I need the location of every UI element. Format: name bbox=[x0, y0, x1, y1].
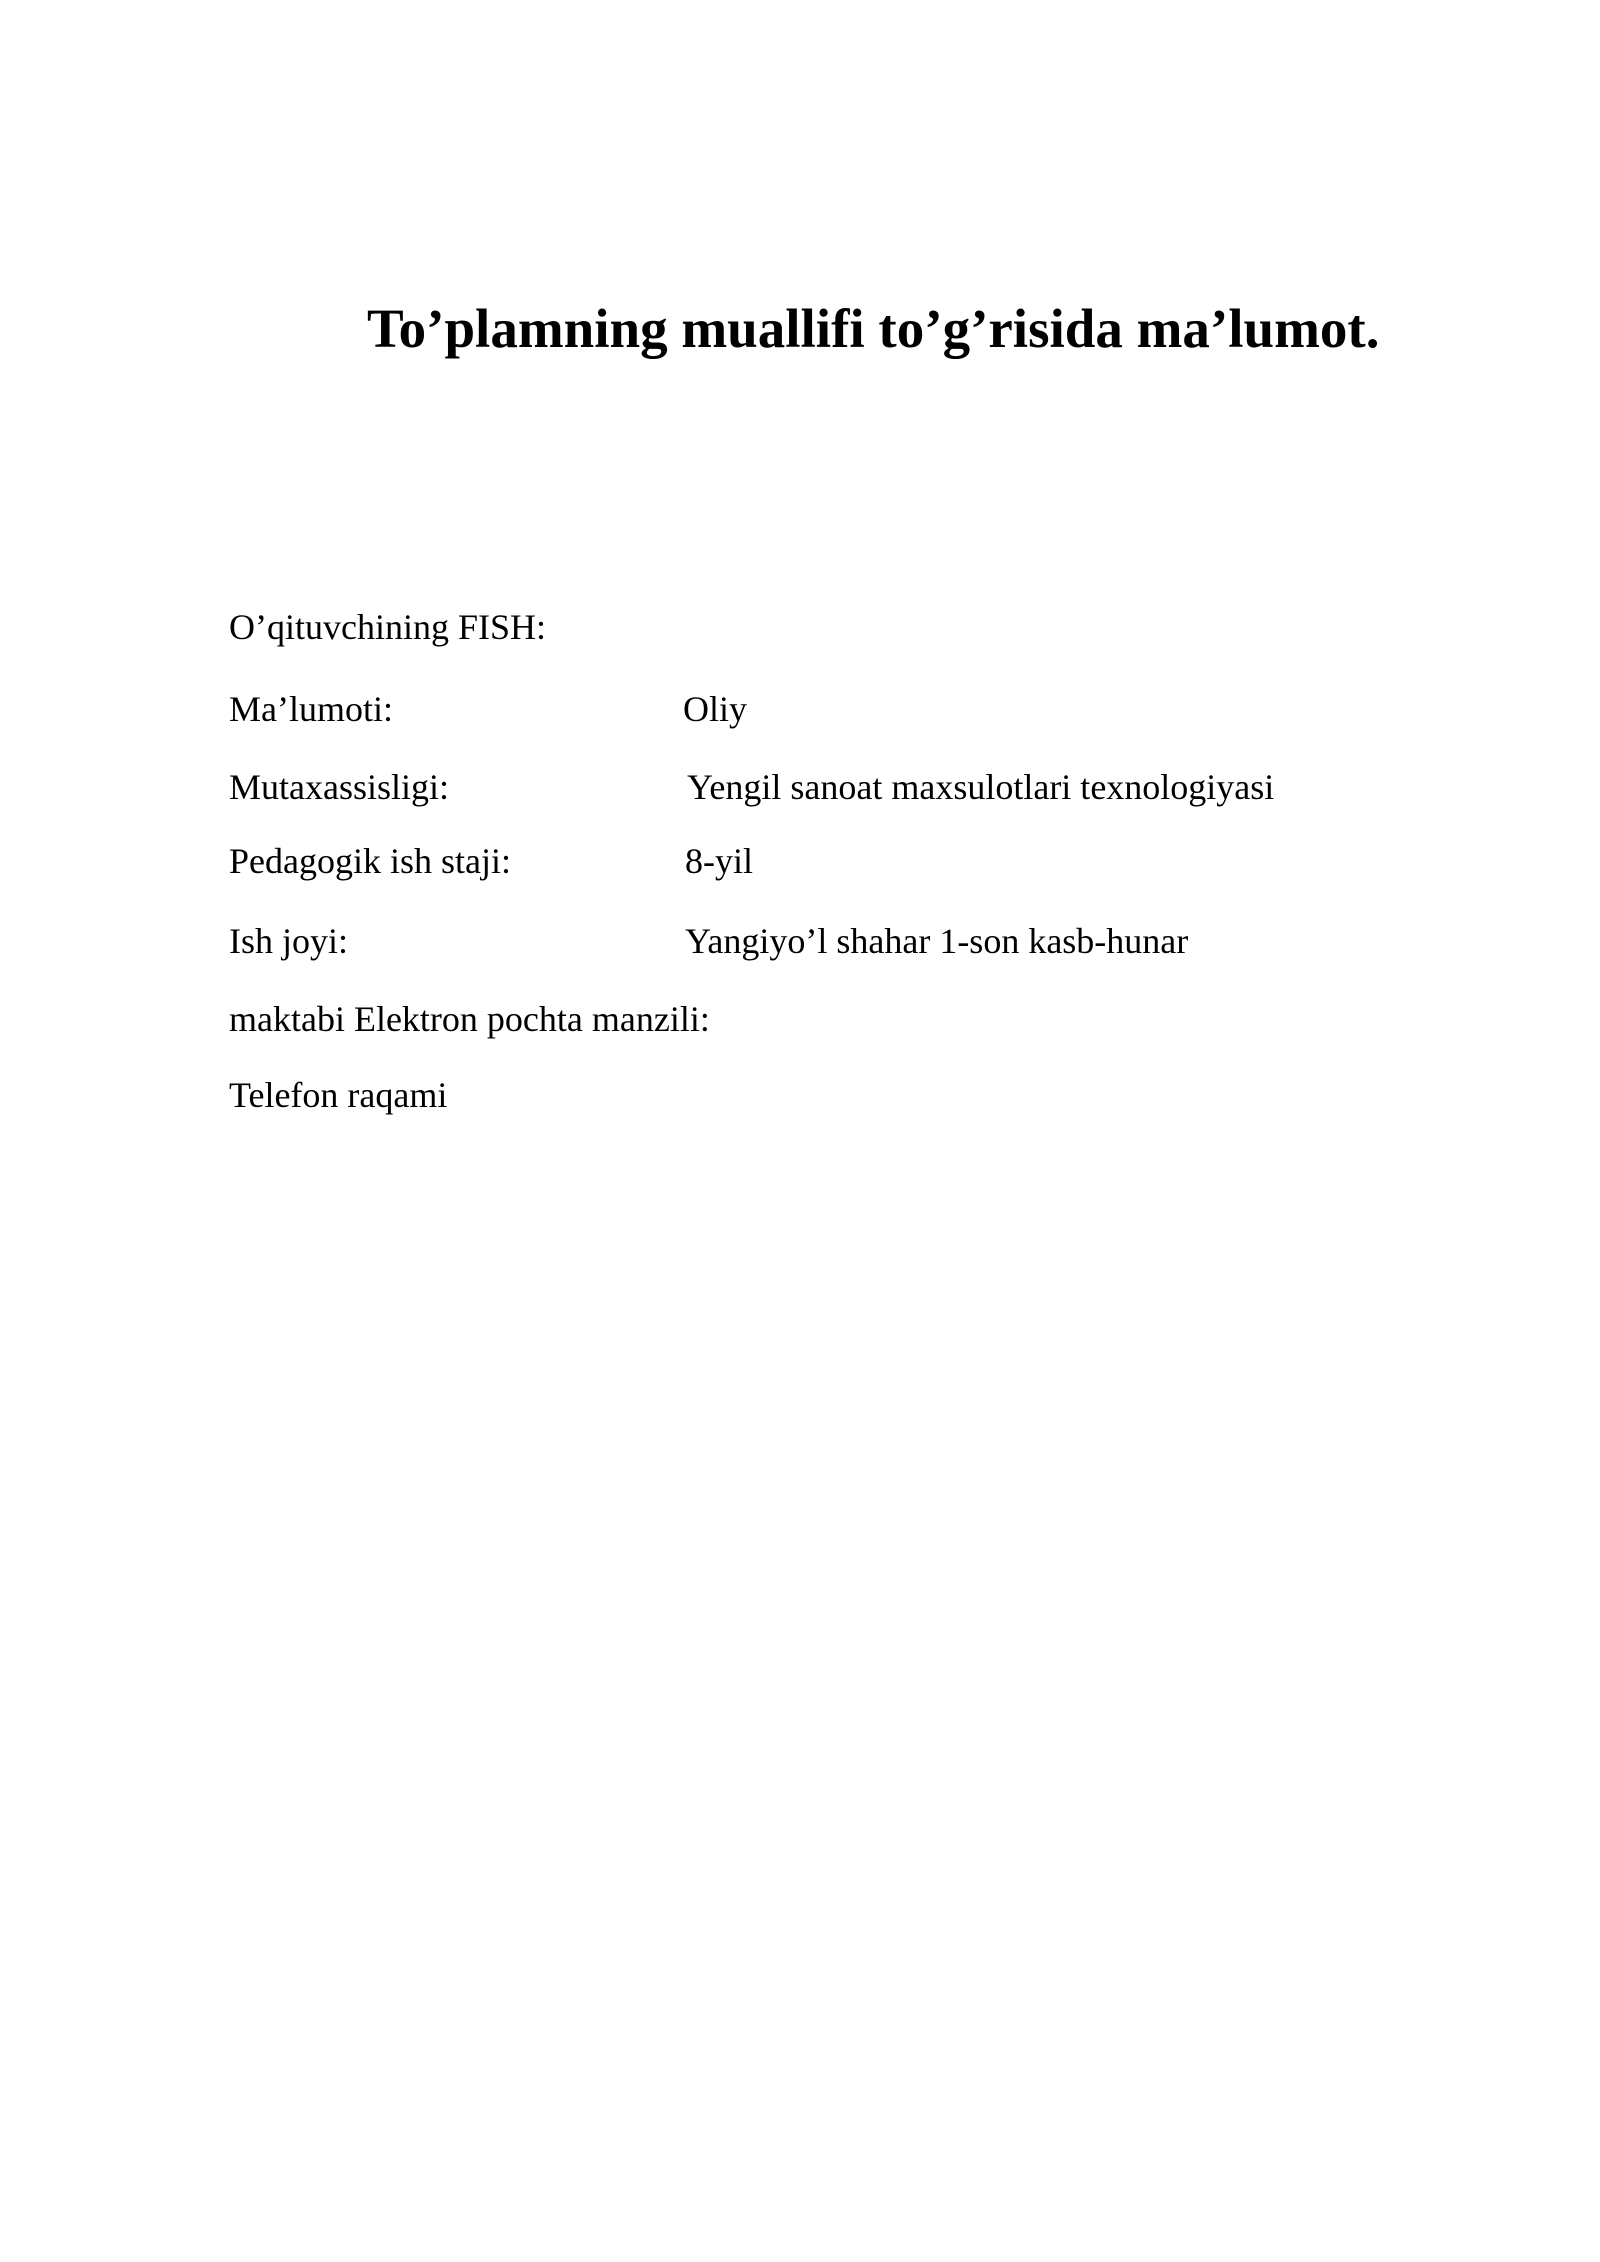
document-title: To’plamning muallifi to’g’risida ma’lumot. bbox=[367, 298, 1380, 359]
phone-label: Telefon raqami bbox=[229, 1075, 448, 1115]
field-label-teaching-experience: Pedagogik ish staji: bbox=[229, 841, 511, 881]
field-label-teacher-name: O’qituvchining FISH: bbox=[229, 607, 547, 647]
field-value-workplace: Yangiyo’l shahar 1-son kasb-hunar bbox=[685, 921, 1189, 961]
field-value-specialty: Yengil sanoat maxsulotlari texnologiyasi bbox=[687, 767, 1275, 807]
field-label-specialty: Mutaxassisligi: bbox=[229, 767, 450, 807]
continuation-line-email: maktabi Elektron pochta manzili: bbox=[229, 999, 710, 1039]
field-value-education: Oliy bbox=[683, 689, 748, 729]
field-value-teaching-experience: 8-yil bbox=[685, 841, 753, 881]
field-label-education: Ma’lumoti: bbox=[229, 689, 393, 729]
field-label-workplace: Ish joyi: bbox=[229, 921, 349, 961]
